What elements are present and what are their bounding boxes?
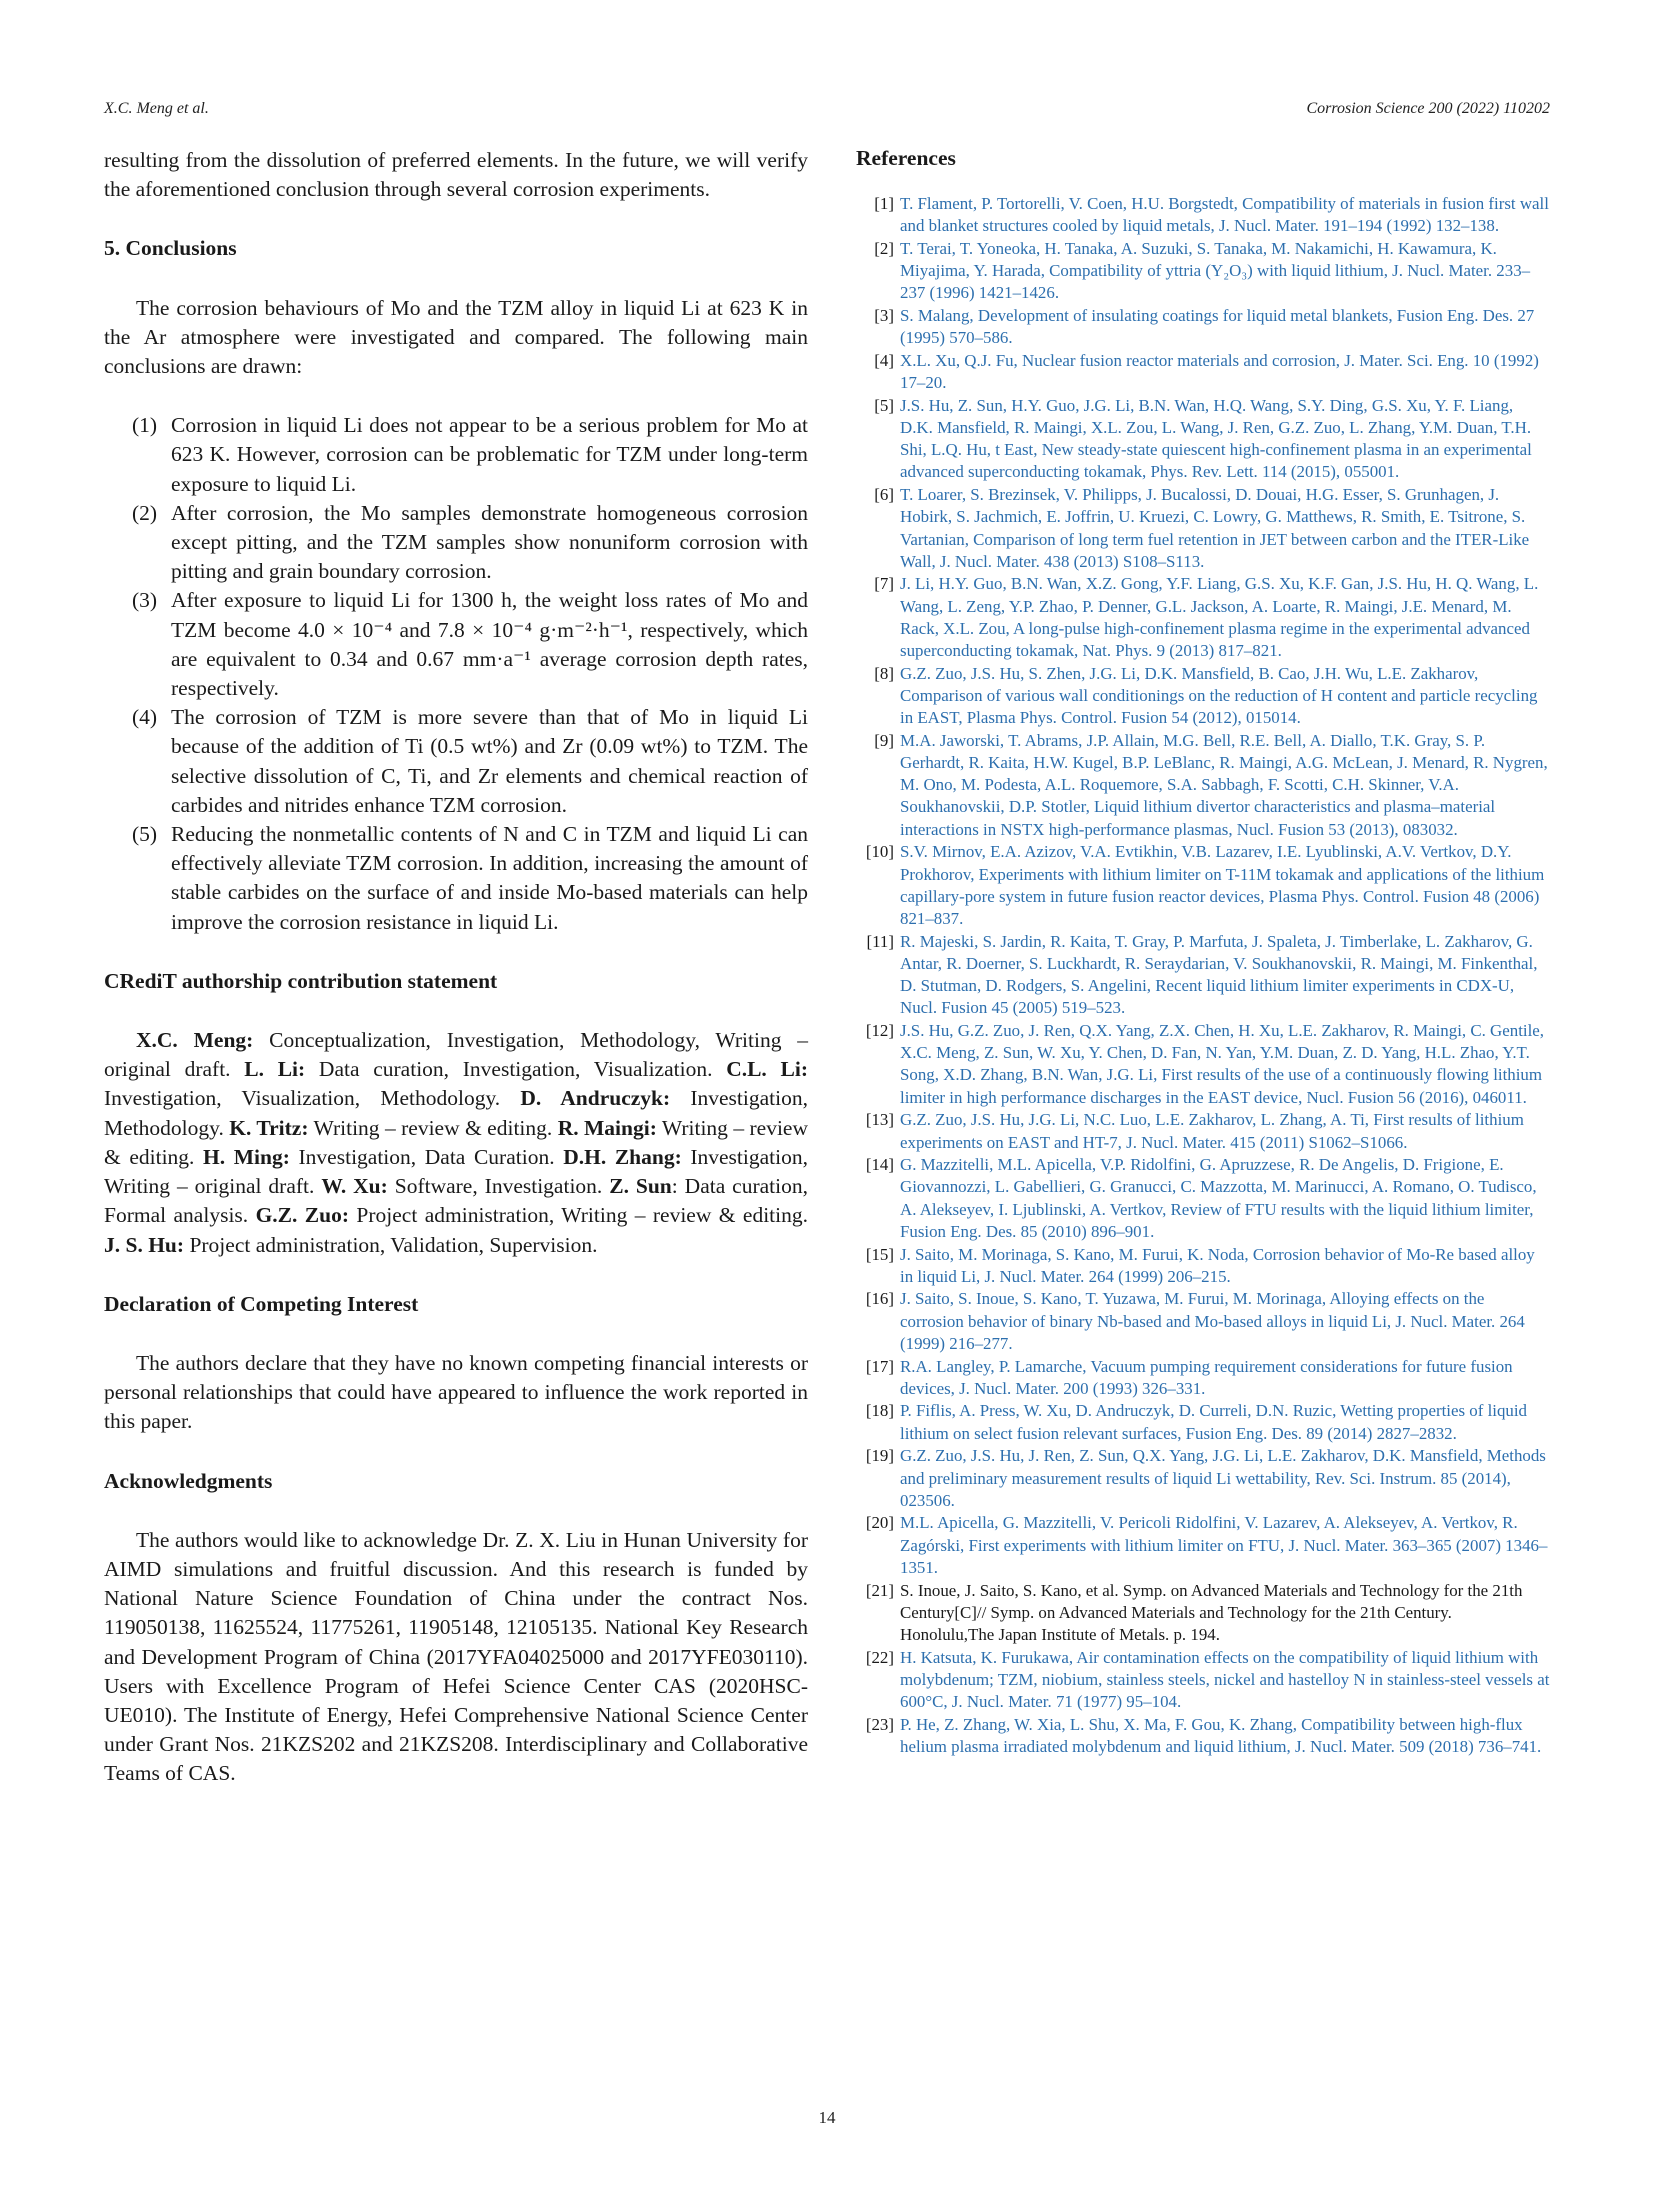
conclusion-text: After corrosion, the Mo samples demonstrate homogeneous corrosion except pitting, and the TZM samples show nonuniform corrosion with pitting and grain boundary corrosion.	[171, 500, 808, 584]
reference-item	[856, 1244, 1550, 1288]
reference-item	[856, 841, 1550, 930]
reference-link[interactable]: J. Li, H.Y. Guo, B.N. Wan, X.Z. Gong, Y.F. Liang, G.S. Xu, K.F. Gan, J.S. Hu, H. Q. Wang, L. Wang, L. Zeng, Y.P. Zhao, P. Denner, G.L. Jackson, A. Loarte, R. Maingi, J.E. Menard, M. Rack, X.L. Zou, A long-pulse high-confinement plasma regime in the experimental advanced superconducting tokamak, Nat. Phys. 9 (2013) 817–821.	[900, 574, 1539, 661]
reference-number: [17]	[865, 1356, 894, 1376]
credit-author: W. Xu:	[321, 1174, 388, 1199]
reference-link[interactable]: M.L. Apicella, G. Mazzitelli, V. Pericoli Ridolfini, V. Lazarev, A. Alekseyev, A. Vertkov, R. Zagórski, First experiments with lithium limiter on FTU, J. Nucl. Mater. 363–365 (2007) 1346–1351.	[900, 1513, 1548, 1577]
reference-number: [6]	[874, 485, 894, 505]
reference-number: [7]	[874, 574, 894, 594]
reference-link[interactable]: R. Majeski, S. Jardin, R. Kaita, T. Gray, P. Marfuta, J. Spaleta, J. Timberlake, L. Zakharov, G. Antar, R. Doerner, S. Luckhardt, R. Seraydarian, V. Soukhanovskii, R. Maingi, M. Finkenthal, D. Stutman, D. Rodgers, S. Angelini, Recent liquid lithium limiter experiments in CDX-U, Nucl. Fusion 45 (2005) 519–523.	[900, 931, 1538, 1018]
credit-roles: Investigation, Methodology.	[104, 1086, 808, 1140]
reference-number: [23]	[865, 1714, 894, 1734]
conclusion-item	[132, 586, 808, 703]
reference-item	[856, 1154, 1550, 1243]
reference-item	[856, 1288, 1550, 1355]
reference-link[interactable]: G. Mazzitelli, M.L. Apicella, V.P. Ridolfini, G. Apruzzese, R. De Angelis, D. Frigione, E. Giovannozzi, L. Gabellieri, G. Granucci, C. Mazzotta, M. Marinucci, A. Romano, O. Tudisco, A. Alekseyev, I. Ljublinski, A. Vertkov, Review of FTU results with the liquid lithium limiter, Fusion Eng. Des. 85 (2010) 896–901.	[900, 1155, 1537, 1241]
credit-author: J. S. Hu:	[104, 1232, 185, 1257]
credit-statement	[104, 1026, 808, 1260]
reference-number: [12]	[865, 1021, 894, 1041]
reference-link[interactable]: J.S. Hu, Z. Sun, H.Y. Guo, J.G. Li, B.N. Wan, H.Q. Wang, S.Y. Ding, G.S. Xu, Y. F. Liang, D.K. Mansfield, R. Maingi, X.L. Zou, L. Wang, J. Ren, G.Z. Zuo, L. Zhang, Y.M. Duan, T.H. Shi, L.Q. Hu, t East, New steady-state quiescent high-confinement plasma in an experimental advanced superconducting tokamak, Phys. Rev. Lett. 114 (2015), 055001.	[900, 395, 1532, 482]
credit-author: C.L. Li:	[726, 1057, 808, 1082]
credit-roles: Investigation, Writing – original draft.	[104, 1144, 808, 1199]
reference-number: [22]	[865, 1647, 894, 1667]
acknowledgments-heading: Acknowledgments	[104, 1468, 273, 1493]
reference-item	[856, 484, 1550, 573]
conclusion-number: (2)	[132, 500, 158, 525]
reference-number: [13]	[865, 1110, 894, 1130]
reference-item	[856, 1400, 1550, 1444]
page-number: 14	[818, 2108, 836, 2127]
reference-item	[856, 1714, 1550, 1758]
reference-link[interactable]: G.Z. Zuo, J.S. Hu, J.G. Li, N.C. Luo, L.E. Zakharov, L. Zhang, A. Ti, First results of lithium experiments on EAST and HT-7, J. Nucl. Mater. 415 (2011) S1062–S1066.	[900, 1110, 1524, 1152]
reference-item	[856, 1512, 1550, 1579]
reference-item	[856, 1580, 1550, 1647]
credit-roles: Data curation, Investigation, Visualization.	[305, 1057, 727, 1082]
reference-item	[856, 238, 1550, 305]
credit-author: Z. Sun	[609, 1174, 672, 1199]
reference-number: [21]	[865, 1580, 894, 1600]
reference-number: [9]	[874, 730, 894, 750]
credit-author: L. Li:	[244, 1057, 306, 1082]
reference-link[interactable]: H. Katsuta, K. Furukawa, Air contamination effects on the compatibility of liquid lithium with molybdenum; TZM, niobium, stainless steels, nickel and hastelloy N in stainless-steel vessels at 600°C, J. Nucl. Mater. 71 (1977) 95–104.	[900, 1647, 1550, 1712]
reference-number: [15]	[865, 1244, 894, 1264]
reference-item	[856, 1109, 1550, 1153]
reference-number: [1]	[874, 194, 894, 213]
reference-number: [11]	[866, 931, 894, 951]
conclusions-intro: The corrosion behaviours of Mo and the TZM alloy in liquid Li at 623 K in the Ar atmosphere were investigated and compared. The following main conclusions are drawn:	[104, 295, 808, 379]
reference-number: [4]	[874, 350, 894, 370]
credit-author: K. Tritz:	[229, 1115, 309, 1140]
credit-roles: Software, Investigation.	[387, 1174, 610, 1199]
reference-number: [10]	[865, 842, 894, 862]
reference-item	[856, 663, 1550, 730]
conclusion-item	[132, 820, 808, 937]
credit-author: R. Maingi:	[557, 1115, 657, 1140]
reference-link[interactable]: J.S. Hu, G.Z. Zuo, J. Ren, Q.X. Yang, Z.X. Chen, H. Xu, L.E. Zakharov, R. Maingi, C. Gentile, X.C. Meng, Z. Sun, W. Xu, Y. Chen, D. Fan, N. Yan, Y.M. Duan, Z. D. Yang, H.L. Zhao, Y.T. Song, X.D. Zhang, B.N. Wan, J.G. Li, First results of the use of a continuously flowing lithium limiter in high performance discharges in the EAST device, Nucl. Fusion 56 (2016), 046011.	[900, 1021, 1544, 1107]
reference-link[interactable]: T. Terai, T. Yoneoka, H. Tanaka, A. Suzuki, S. Tanaka, M. Nakamichi, H. Kawamura, K. Miyajima, Y. Harada, Compatibility of yttria (Y₂O₃) with liquid lithium, J. Nucl. Mater. 233–237 (1996) 1421–1426.	[900, 238, 1531, 303]
credit-roles: Project administration, Validation, Supervision.	[184, 1232, 598, 1257]
conclusion-text: The corrosion of TZM is more severe than that of Mo in liquid Li because of the addition of Ti (0.5 wt%) and Zr (0.09 wt%) to TZM. The selective dissolution of C, Ti, and Zr elements and chemical reaction of carbides and nitrides enhance TZM corrosion.	[171, 705, 808, 817]
conclusions-list	[104, 411, 808, 937]
reference-number: [18]	[865, 1401, 894, 1421]
reference-number: [19]	[865, 1446, 894, 1466]
reference-link[interactable]: R.A. Langley, P. Lamarche, Vacuum pumping requirement considerations for future fusion devices, J. Nucl. Mater. 200 (1993) 326–331.	[900, 1356, 1513, 1398]
reference-number: [5]	[874, 395, 894, 415]
reference-link[interactable]: S. Malang, Development of insulating coatings for liquid metal blankets, Fusion Eng. Des. 27 (1995) 570–586.	[900, 306, 1535, 348]
credit-roles: Project administration, Writing – review & editing.	[349, 1203, 808, 1228]
reference-link[interactable]: M.A. Jaworski, T. Abrams, J.P. Allain, M.G. Bell, R.E. Bell, A. Diallo, T.K. Gray, S. P. Gerhardt, R. Kaita, H.W. Kugel, B.P. LeBlanc, R. Maingi, A.G. McLean, J. Menard, R. Nygren, M. Ono, M. Podesta, A.L. Roquemore, S.A. Sabbagh, F. Scotti, C.H. Skinner, V.A. Soukhanovskii, D.P. Stotler, Liquid lithium divertor characteristics and plasma–material interactions in NSTX high-performance plasmas, Nucl. Fusion 53 (2013), 083032.	[900, 730, 1548, 839]
reference-number: [3]	[874, 306, 894, 326]
conclusion-item	[132, 499, 808, 587]
reference-number: [2]	[874, 238, 894, 258]
running-header-authors: X.C. Meng et al.	[104, 100, 209, 117]
credit-heading: CRediT authorship contribution statement	[104, 968, 498, 993]
credit-roles: Investigation, Data Curation.	[289, 1144, 564, 1169]
conclusion-text: Reducing the nonmetallic contents of N and C in TZM and liquid Li can effectively alleviate TZM corrosion. In addition, increasing the amount of stable carbides on the surface of and inside Mo-based materials can help improve the corrosion resistance in liquid Li.	[171, 822, 808, 934]
reference-item	[856, 573, 1550, 662]
reference-link[interactable]: P. He, Z. Zhang, W. Xia, L. Shu, X. Ma, F. Gou, K. Zhang, Compatibility between high-flux helium plasma irradiated molybdenum and liquid lithium, J. Nucl. Mater. 509 (2018) 736–741.	[900, 1714, 1542, 1757]
references-column	[856, 146, 1550, 1759]
reference-link[interactable]: J. Saito, M. Morinaga, S. Kano, M. Furui, K. Noda, Corrosion behavior of Mo-Re based alloy in liquid Li, J. Nucl. Mater. 264 (1999) 206–215.	[900, 1244, 1535, 1286]
reference-item	[856, 931, 1550, 1020]
acknowledgments-text: The authors would like to acknowledge Dr. Z. X. Liu in Hunan University for AIMD simulations and fruitful discussion. And this research is funded by National Nature Science Foundation of China under the contract Nos. 119050138, 11625524, 11775261, 11905148, 12105135. National Key Research and Development Program of China (2017YFA04025000 and 2017YFE030110). Users with Excellence Program of Hefei Science Center CAS (2020HSC-UE010). The Institute of Energy, Hefei Comprehensive National Science Center under Grant Nos. 21KZS202 and 21KZS208. Interdisciplinary and Collaborative Teams of CAS.	[104, 1527, 808, 1786]
reference-number: [8]	[874, 663, 894, 683]
reference-item	[856, 193, 1550, 237]
conclusion-number: (1)	[132, 413, 158, 438]
conclusion-item	[132, 703, 808, 820]
conclusion-number: (5)	[132, 822, 158, 847]
reference-item	[856, 1356, 1550, 1400]
credit-roles: Writing – review & editing.	[104, 1115, 808, 1169]
reference-item	[856, 305, 1550, 349]
credit-roles: Writing – review & editing.	[308, 1115, 558, 1140]
competing-interest-heading: Declaration of Competing Interest	[104, 1291, 419, 1316]
reference-link[interactable]: J. Saito, S. Inoue, S. Kano, T. Yuzawa, M. Furui, M. Morinaga, Alloying effects on the corrosion behavior of binary Nb-based and Mo-based alloys in liquid Li, J. Nucl. Mater. 264 (1999) 216–277.	[900, 1289, 1525, 1353]
reference-number: [16]	[865, 1289, 894, 1309]
credit-author: X.C. Meng:	[136, 1028, 254, 1053]
reference-link[interactable]: T. Loarer, S. Brezinsek, V. Philipps, J. Bucalossi, D. Douai, H.G. Esser, S. Grunhagen, J. Hobirk, S. Jachmich, E. Joffrin, U. Kruezi, C. Lowry, G. Matthews, R. Smith, E. Tsitrone, S. Vartanian, Comparison of long term fuel retention in JET between carbon and the ITER-Like Wall, J. Nucl. Mater. 438 (2013) S108–S113.	[900, 485, 1530, 571]
conclusion-text: After exposure to liquid Li for 1300 h, the weight loss rates of Mo and TZM become 4.0 × 10⁻⁴ and 7.8 × 10⁻⁴ g·m⁻²·h⁻¹, respectively, which are equivalent to 0.34 and 0.67 mm·a⁻¹ average corrosion depth rates, respectively.	[171, 588, 808, 701]
conclusion-text: Corrosion in liquid Li does not appear to be a serious problem for Mo at 623 K. However, corrosion can be problematic for TZM under long-term exposure to liquid Li.	[171, 413, 808, 496]
credit-roles: : Data curation, Formal analysis.	[104, 1174, 809, 1228]
conclusion-number: (3)	[132, 588, 158, 613]
reference-link[interactable]: S.V. Mirnov, E.A. Azizov, V.A. Evtikhin, V.B. Lazarev, I.E. Lyublinski, A.V. Vertkov, D.Y. Prokhorov, Experiments with lithium limiter on T-11M tokamak and applications of the lithium capillary-pore system in future fusion reactor devices, Plasma Phys. Control. Fusion 48 (2006) 821–837.	[900, 842, 1545, 928]
reference-text: S. Inoue, J. Saito, S. Kano, et al. Symp. on Advanced Materials and Technology for the 21th Century[C]// Symp. on Advanced Materials and Technology for the 21th Century. Honolulu,The Japan Institute of Metals. p. 194.	[900, 1580, 1523, 1644]
reference-item	[856, 1647, 1550, 1714]
intro-paragraph: resulting from the dissolution of preferred elements. In the future, we will verify the aforementioned conclusion through several corrosion experiments.	[104, 148, 808, 202]
reference-item	[856, 395, 1550, 484]
left-column	[104, 146, 808, 1789]
credit-author: G.Z. Zuo:	[255, 1203, 349, 1228]
references-list	[856, 193, 1550, 1758]
credit-roles: Investigation, Visualization, Methodology.	[104, 1086, 521, 1111]
reference-item	[856, 1445, 1550, 1512]
credit-author: H. Ming:	[203, 1144, 290, 1169]
reference-item	[856, 350, 1550, 394]
reference-link[interactable]: P. Fiflis, A. Press, W. Xu, D. Andruczyk, D. Curreli, D.N. Ruzic, Wetting properties of liquid lithium on select fusion relevant surfaces, Fusion Eng. Des. 89 (2014) 2827–2832.	[900, 1401, 1527, 1443]
credit-author: D.H. Zhang:	[563, 1144, 682, 1169]
competing-interest-text: The authors declare that they have no known competing financial interests or personal relationships that could have appeared to influence the work reported in this paper.	[104, 1350, 808, 1434]
reference-link[interactable]: G.Z. Zuo, J.S. Hu, J. Ren, Z. Sun, Q.X. Yang, J.G. Li, L.E. Zakharov, D.K. Mansfield, Methods and preliminary measurement results of liquid Li wettability, Rev. Sci. Instrum. 85 (2014), 023506.	[900, 1446, 1546, 1510]
conclusion-item	[132, 411, 808, 499]
reference-item	[856, 1020, 1550, 1109]
reference-link[interactable]: G.Z. Zuo, J.S. Hu, S. Zhen, J.G. Li, D.K. Mansfield, B. Cao, J.H. Wu, L.E. Zakharov, Comparison of various wall conditionings on the reduction of H content and particle recycling in EAST, Plasma Phys. Control. Fusion 54 (2012), 015014.	[900, 663, 1538, 728]
running-header-journal: Corrosion Science 200 (2022) 110202	[1306, 100, 1550, 117]
credit-roles: Conceptualization, Investigation, Methodology, Writing – original draft.	[104, 1028, 808, 1082]
reference-number: [20]	[865, 1513, 894, 1533]
reference-link[interactable]: X.L. Xu, Q.J. Fu, Nuclear fusion reactor materials and corrosion, J. Mater. Sci. Eng. 10 (1992) 17–20.	[900, 350, 1539, 393]
reference-item	[856, 730, 1550, 841]
references-heading: References	[856, 146, 956, 170]
conclusions-heading: 5. Conclusions	[104, 236, 237, 261]
reference-number: [14]	[865, 1155, 894, 1175]
credit-author: D. Andruczyk:	[520, 1086, 671, 1111]
conclusion-number: (4)	[132, 705, 158, 730]
reference-link[interactable]: T. Flament, P. Tortorelli, V. Coen, H.U. Borgstedt, Compatibility of materials in fusion first wall and blanket structures cooled by liquid metals, J. Nucl. Mater. 191–194 (1992) 132–138.	[900, 194, 1549, 236]
